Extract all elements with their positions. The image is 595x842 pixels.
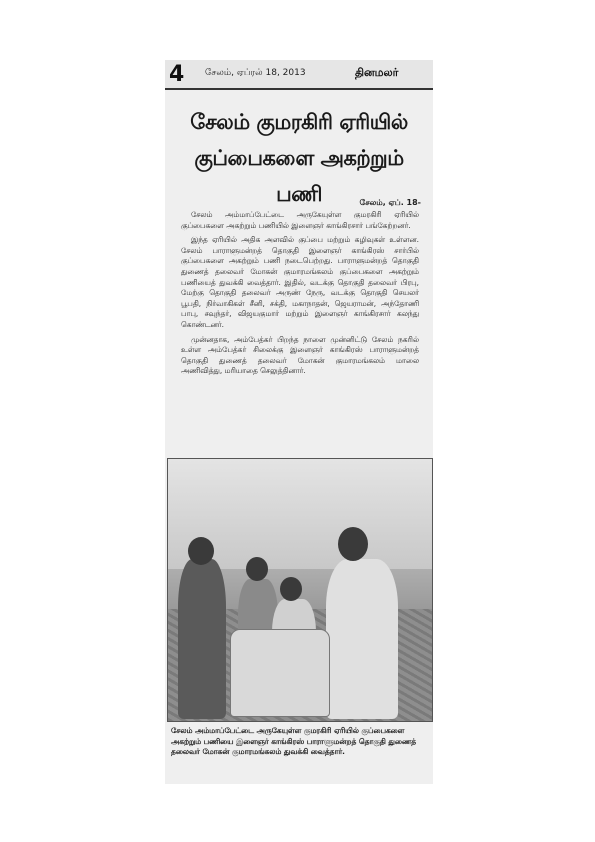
person-head bbox=[188, 537, 214, 565]
person-head bbox=[246, 557, 268, 581]
garbage-sack bbox=[230, 629, 330, 717]
headline-line-1: சேலம் குமரகிரி ஏரியில் bbox=[190, 110, 408, 134]
person-head bbox=[338, 527, 368, 561]
person-figure bbox=[178, 559, 226, 719]
paragraph: சேலம் அம்மாப்பேட்டை அருகேயுள்ள குமரகிரி ஏரியில் குப்பைகளை அகற்றும் பணியில் இளைஞர் காங்கிரசார் பங்கேற்றனர். bbox=[181, 210, 419, 230]
news-photo bbox=[167, 458, 433, 722]
person-figure bbox=[326, 559, 398, 719]
dateline: சேலம், ஏப். 18- bbox=[359, 198, 421, 207]
paragraph: இந்த ஏரியில் அதிக அளவில் குப்பை மற்றும் கழிவுகள் உள்ளன. சேலம் பாராளுமன்றத் தொகுதி இளைஞர் காங்கிரஸ் சார்பில் குப்பைகளை அகற்றும் பணி நடைபெற்றது. பாராளுமன்றத் தொகுதி துணைத் தலைவர் மோகன் குமாரமங்கலம் குப்பைகளை அகற்றும் பணியைத் துவக்கி வைத்தார். இதில், வடக்கு தொகுதி தலைவர் பிரபு, மேற்கு தொகுதி தலைவர் அருண் நேரு, வடக்கு தொகுதி செயலர் பூபதி, நிர்வாகிகள் சீனி, சக்தி, மகாநாதன், ஜெயராமன், அந்தோணி பாபு, சவுந்தர், விஜயகுமார் மற்றும் இளைஞர் காங்கிரசார் கலந்து கொண்டனர். bbox=[181, 235, 419, 329]
headline-line-2: குப்பைகளை அகற்றும் பணி bbox=[194, 146, 404, 206]
newspaper-logo: தினமலர் bbox=[355, 66, 399, 79]
issue-date: சேலம், ஏப்ரல் 18, 2013 bbox=[205, 68, 306, 78]
newspaper-clipping bbox=[165, 60, 433, 784]
photo-caption: சேலம் அம்மாப்பேட்டை அருகேயுள்ள குமரகிரி ஏரியில் குப்பைகளை அகற்றும் பணியை இளைஞர் காங்கிரஸ் பாராளுமன்றத் தொகுதி துணைத் தலைவர் மோகன் குமாரமங்கலம் துவக்கி வைத்தார். bbox=[171, 726, 417, 756]
page-number: 4 bbox=[169, 62, 185, 87]
masthead bbox=[165, 60, 433, 90]
headline bbox=[171, 104, 427, 212]
person-head bbox=[280, 577, 302, 601]
article-body bbox=[181, 210, 419, 381]
paragraph: முன்னதாக, அம்பேத்கர் பிறந்த நாளை முன்னிட்டு சேலம் நகரில் உள்ள அம்பேத்கர் சிலைக்கு இளைஞர் காங்கிரஸ் பாராளுமன்றத் தொகுதி துணைத் தலைவர் மோகன் குமாரமங்கலம் மாலை அணிவித்து, மரியாதை செலுத்தினார். bbox=[181, 334, 419, 376]
